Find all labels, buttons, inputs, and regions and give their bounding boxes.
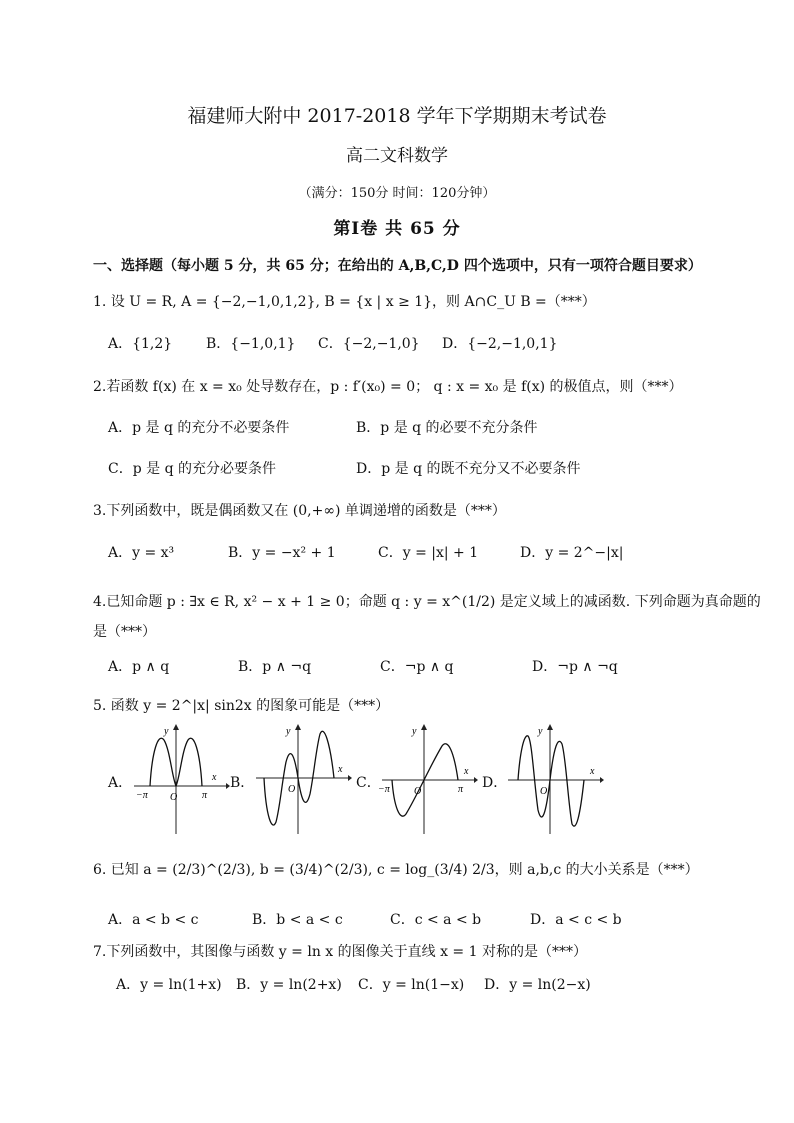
question-7-option-d: D．y = ln(2−x) — [484, 977, 591, 993]
graph-d-curve — [518, 736, 584, 826]
question-4-stem-cont: 是（***） — [93, 624, 156, 640]
question-1-option-a: A．{1,2} — [108, 336, 173, 352]
question-3-stem: 3.下列函数中，既是偶函数又在 (0,+∞) 单调递增的函数是（***） — [93, 503, 506, 519]
graph-c-x-label: x — [464, 766, 469, 777]
graph-a-x-label: x — [212, 772, 217, 783]
question-3-option-b: B．y = −x² + 1 — [228, 545, 336, 561]
graph-c-y-label: y — [412, 726, 417, 737]
graph-a-y-label: y — [164, 726, 169, 737]
graph-a — [130, 722, 230, 837]
question-2-option-c: C．p 是 q 的充分必要条件 — [108, 461, 276, 477]
graph-a-y-arrow — [173, 724, 179, 730]
question-1-option-d: D．{−2,−1,0,1} — [442, 336, 558, 352]
question-3-option-c: C．y = |x| + 1 — [378, 545, 479, 561]
graph-b — [252, 722, 352, 837]
section-heading: 一、选择题（每小题 5 分，共 65 分；在给出的 A,B,C,D 四个选项中，只有一项符合题目要求） — [93, 258, 702, 274]
exam-subject: 高二文科数学 — [346, 146, 448, 166]
graph-c — [378, 722, 478, 837]
graph-d-y-arrow — [547, 724, 553, 730]
question-1-option-c: C．{−2,−1,0} — [318, 336, 420, 352]
graph-a-neg-pi: −π — [136, 790, 148, 801]
graph-c-origin: O — [414, 786, 422, 797]
graph-b-y-arrow — [295, 724, 301, 730]
question-5-option-c: C． — [356, 775, 381, 791]
question-2-option-b: B．p 是 q 的必要不充分条件 — [356, 420, 538, 436]
graph-d-y-label: y — [538, 726, 543, 737]
question-7-option-a: A．y = ln(1+x) — [116, 977, 222, 993]
graph-c-pi: π — [458, 784, 464, 795]
question-6-option-d: D．a < c < b — [530, 912, 622, 928]
question-4-option-c: C．¬p ∧ q — [380, 659, 454, 675]
graph-c-y-arrow — [421, 724, 427, 730]
graph-a-origin: O — [170, 792, 178, 803]
exam-title: 福建师大附中 2017-2018 学年下学期期末考试卷 — [187, 105, 607, 127]
question-4-option-a: A．p ∧ q — [108, 659, 170, 675]
graph-b-y-label: y — [286, 726, 291, 737]
question-2-option-a: A．p 是 q 的充分不必要条件 — [108, 420, 290, 436]
graph-d-origin: O — [540, 786, 548, 797]
question-7-option-b: B．y = ln(2+x) — [236, 977, 342, 993]
graph-d-x-arrow — [600, 777, 604, 783]
question-5-option-b: B． — [230, 775, 255, 791]
question-3-option-a: A．y = x³ — [108, 545, 175, 561]
graph-b-x-label: x — [338, 764, 343, 775]
exam-meta: （满分：150分 时间：120分钟） — [298, 186, 496, 201]
question-7-option-c: C．y = ln(1−x) — [358, 977, 465, 993]
graph-d — [504, 722, 604, 837]
question-4-stem: 4.已知命题 p : ∃x ∈ R, x² − x + 1 ≥ 0；命题 q : y = x^(1/2) 是定义域上的减函数. 下列命题为真命题的 — [93, 594, 761, 610]
question-2-option-d: D．p 是 q 的既不充分又不必要条件 — [356, 461, 581, 477]
question-1-option-b: B．{−1,0,1} — [206, 336, 296, 352]
graph-c-x-arrow — [474, 777, 478, 783]
question-5-option-a: A． — [108, 775, 133, 791]
question-3-option-d: D．y = 2^−|x| — [520, 545, 624, 561]
question-6-option-a: A．a < b < c — [108, 912, 199, 928]
part-heading: 第Ⅰ卷 共 65 分 — [333, 219, 461, 239]
question-1-stem: 1. 设 U = R, A = {−2,−1,0,1,2}, B = {x | x ≥ 1}，则 A∩C_U B =（***） — [93, 294, 596, 310]
question-6-option-b: B．b < a < c — [252, 912, 343, 928]
question-4-option-b: B．p ∧ ¬q — [238, 659, 312, 675]
question-6-stem: 6. 已知 a = (2/3)^(2/3), b = (3/4)^(2/3), c = log_(3/4) 2/3，则 a,b,c 的大小关系是（***） — [93, 862, 699, 878]
question-4-option-d: D．¬p ∧ ¬q — [532, 659, 618, 675]
graph-d-x-label: x — [590, 766, 595, 777]
question-6-option-c: C．c < a < b — [390, 912, 482, 928]
graph-c-neg-pi: −π — [378, 784, 390, 795]
graph-b-x-arrow — [348, 775, 352, 781]
question-5-stem: 5. 函数 y = 2^|x| sin2x 的图象可能是（***） — [93, 698, 390, 714]
question-5-option-d: D． — [482, 775, 508, 791]
question-7-stem: 7.下列函数中，其图像与函数 y = ln x 的图像关于直线 x = 1 对称的是（***） — [93, 944, 587, 960]
graph-a-pi: π — [202, 790, 208, 801]
question-2-stem: 2.若函数 f(x) 在 x = x₀ 处导数存在，p : f′(x₀) = 0； q : x = x₀ 是 f(x) 的极值点，则（***） — [93, 379, 683, 395]
graph-b-origin: O — [288, 784, 296, 795]
